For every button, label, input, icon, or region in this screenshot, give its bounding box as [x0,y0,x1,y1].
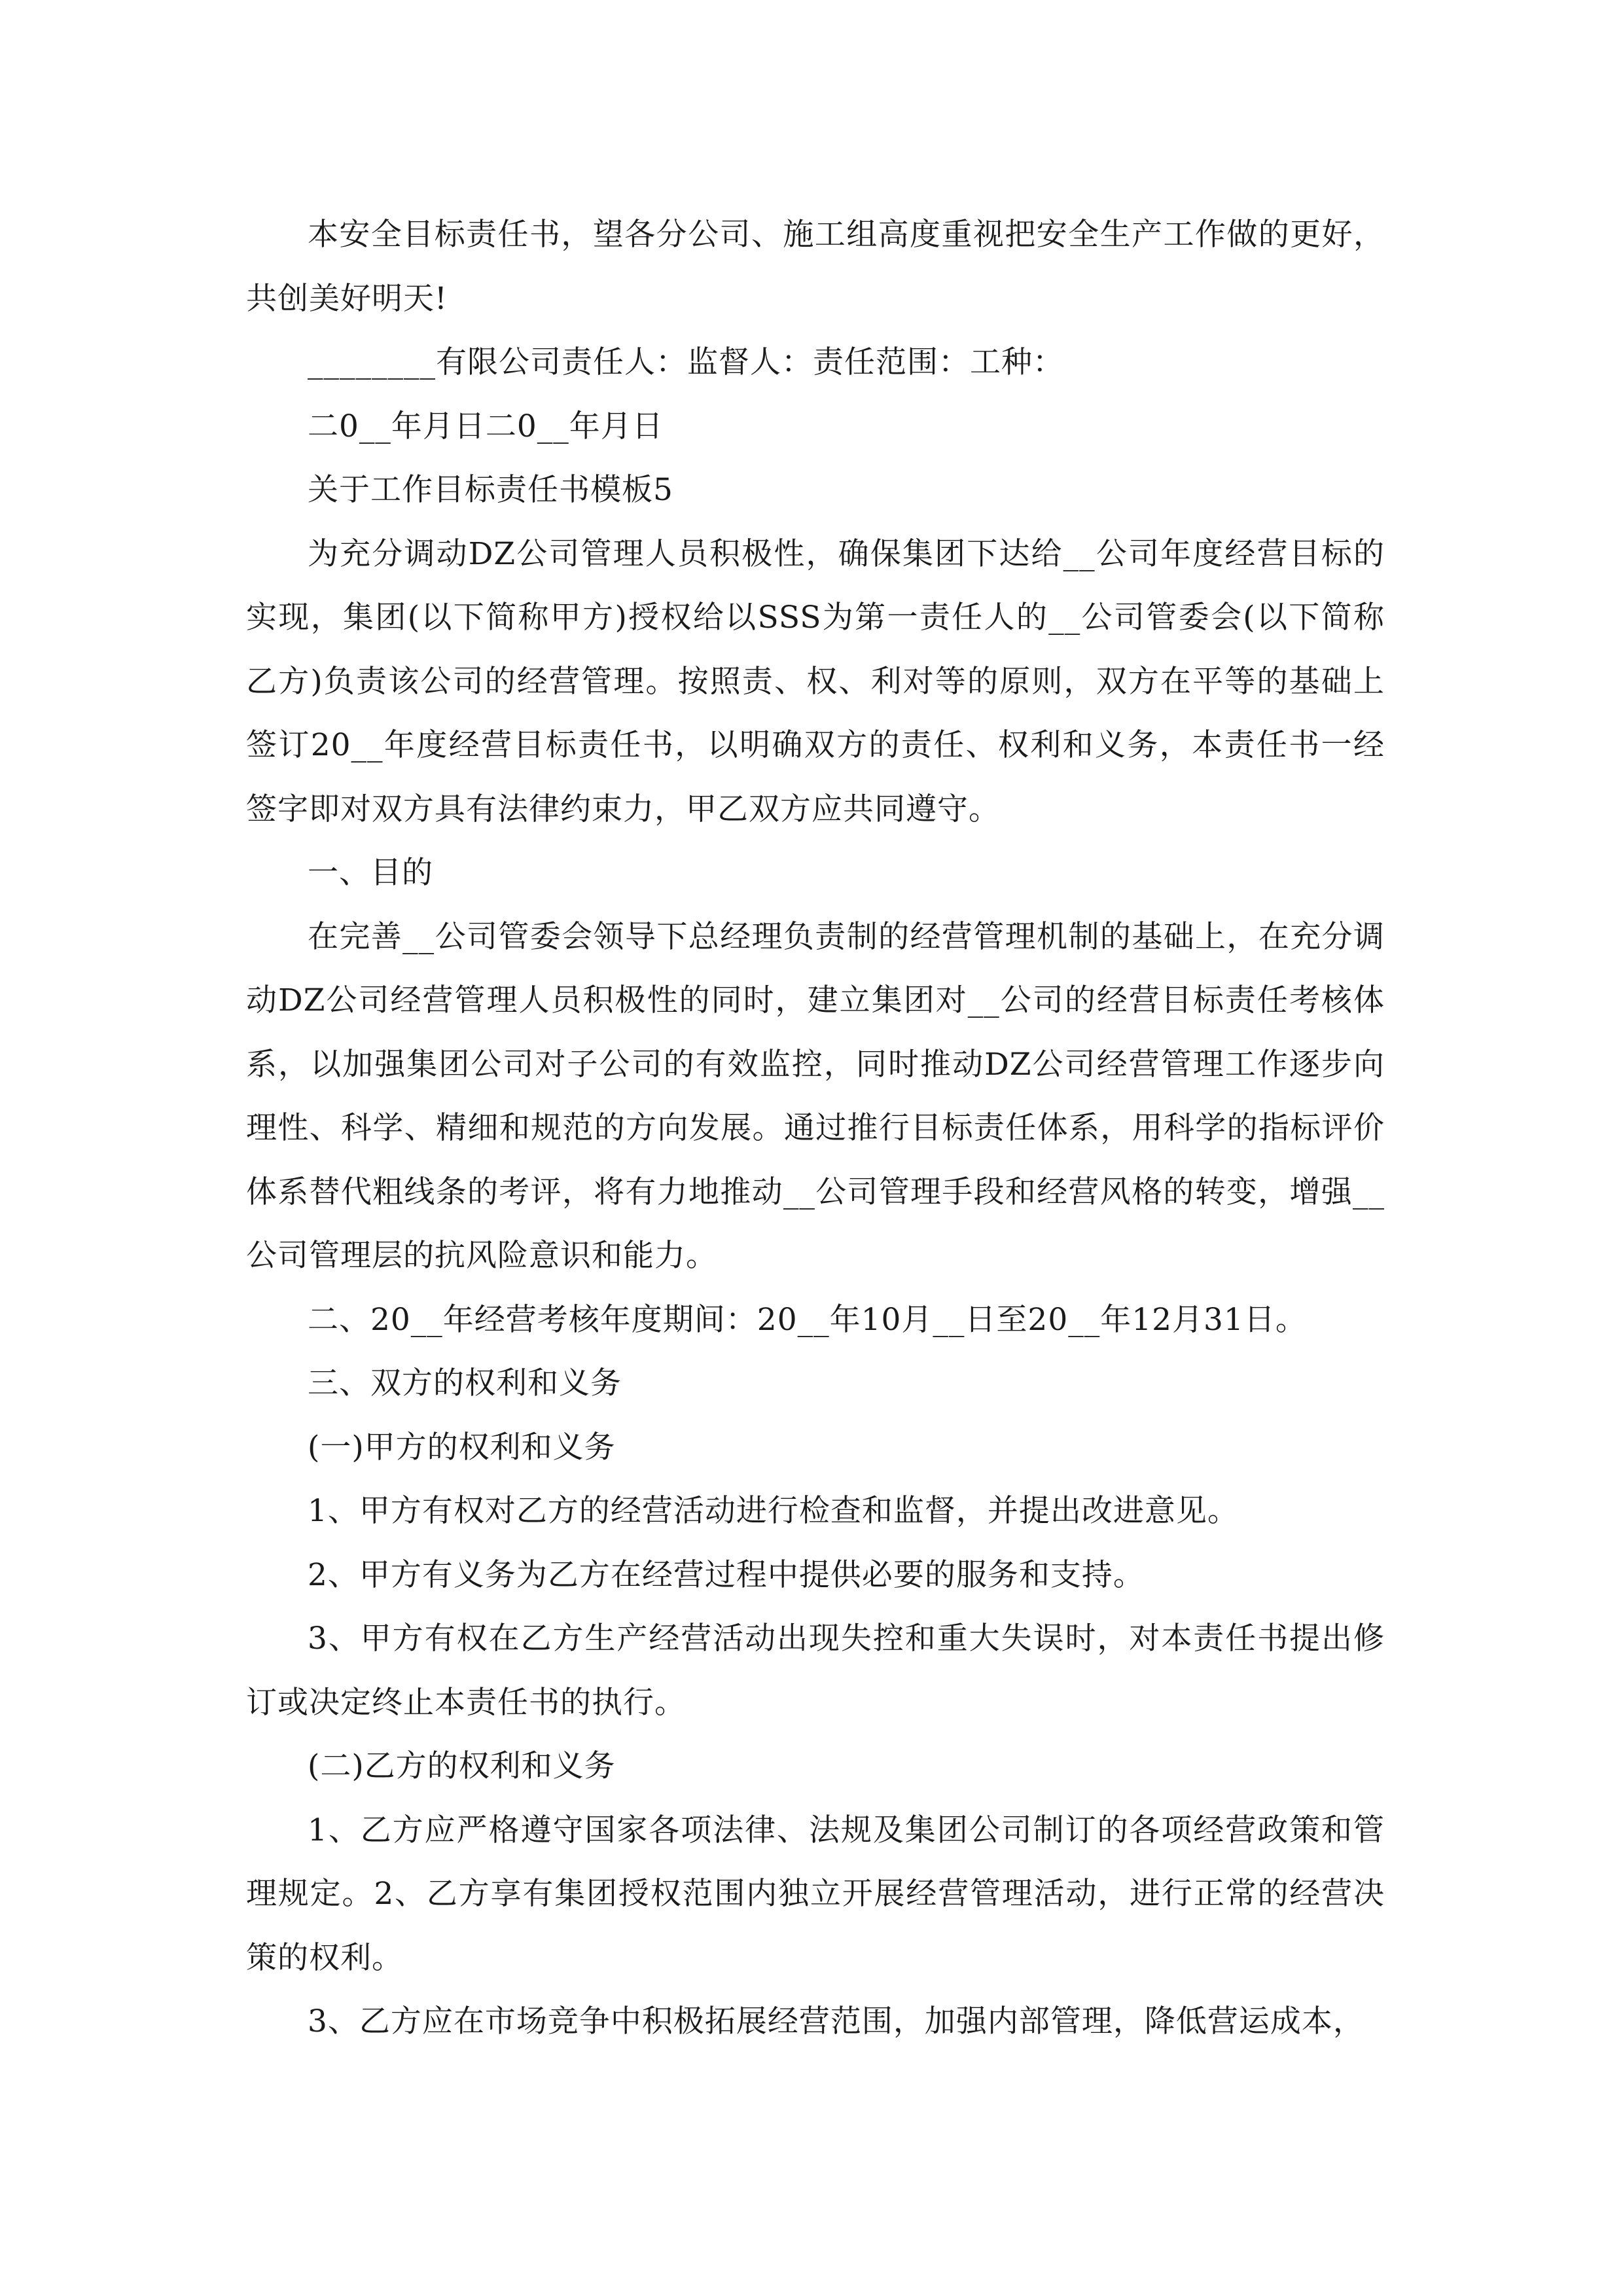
heading-period: 二、20__年经营考核年度期间：20__年10月__日至20__年12月31日。 [308,1301,1307,1338]
party-a-item-2: 2、甲方有义务为乙方在经营过程中提供必要的服务和支持。 [308,1556,1145,1593]
section-title: 关于工作目标责任书模板5 [308,472,673,508]
purpose-paragraph: 在完善__公司管委会领导下总经理负责制的经营管理机制的基础上，在充分调动DZ公司经营管理人员积极性的同时，建立集团对__公司的经营目标责任考核体系，以加强集团公司对子公司的有效监控，同时推动DZ公司经营管理工作逐步向理性、科学、精细和规范的方向发展。通过推行目标责任体系，用科学的指标评价体系替代粗线条的考评，将有力地推动__公司管理手段和经营风格的转变，增强__公司管理层的抗风险意识和能力。 [246,918,1385,1274]
party-b-item-3: 3、乙方应在市场竞争中积极拓展经营范围，加强内部管理，降低营运成本， [308,2003,1364,2039]
heading-purpose: 一、目的 [308,855,433,891]
heading-rights: 三、双方的权利和义务 [308,1365,622,1401]
party-a-item-3: 3、甲方有权在乙方生产经营活动出现失控和重大失误时，对本责任书提出修订或决定终止本责任书的执行。 [246,1621,1385,1721]
closing-paragraph: 本安全目标责任书，望各分公司、施工组高度重视把安全生产工作做的更好，共创美好明天! [246,217,1385,317]
intro-paragraph: 为充分调动DZ公司管理人员积极性，确保集团下达给__公司年度经营目标的实现，集团(以下简称甲方)授权给以SSS为第一责任人的__公司管委会(以下简称乙方)负责该公司的经营管理。按照责、权、利对等的原则，双方在平等的基础上签订20__年度经营目标责任书，以明确双方的责任、权利和义务，本责任书一经签字即对双方具有法律约束力，甲乙双方应共同遵守。 [246,535,1385,827]
party-b-item-1-2: 1、乙方应严格遵守国家各项法律、法规及集团公司制订的各项经营政策和管理规定。2、乙方享有集团授权范围内独立开展经营管理活动，进行正常的经营决策的权利。 [246,1812,1385,1976]
subheading-party-b: (二)乙方的权利和义务 [308,1748,616,1784]
date-line: 二0__年月日二0__年月日 [308,408,664,444]
subheading-party-a: (一)甲方的权利和义务 [308,1429,616,1465]
party-a-item-1: 1、甲方有权对乙方的经营活动进行检查和监督，并提出改进意见。 [308,1493,1239,1529]
signature-line: ________有限公司责任人：监督人：责任范围：工种： [308,344,1064,380]
document-body [246,203,1385,2054]
